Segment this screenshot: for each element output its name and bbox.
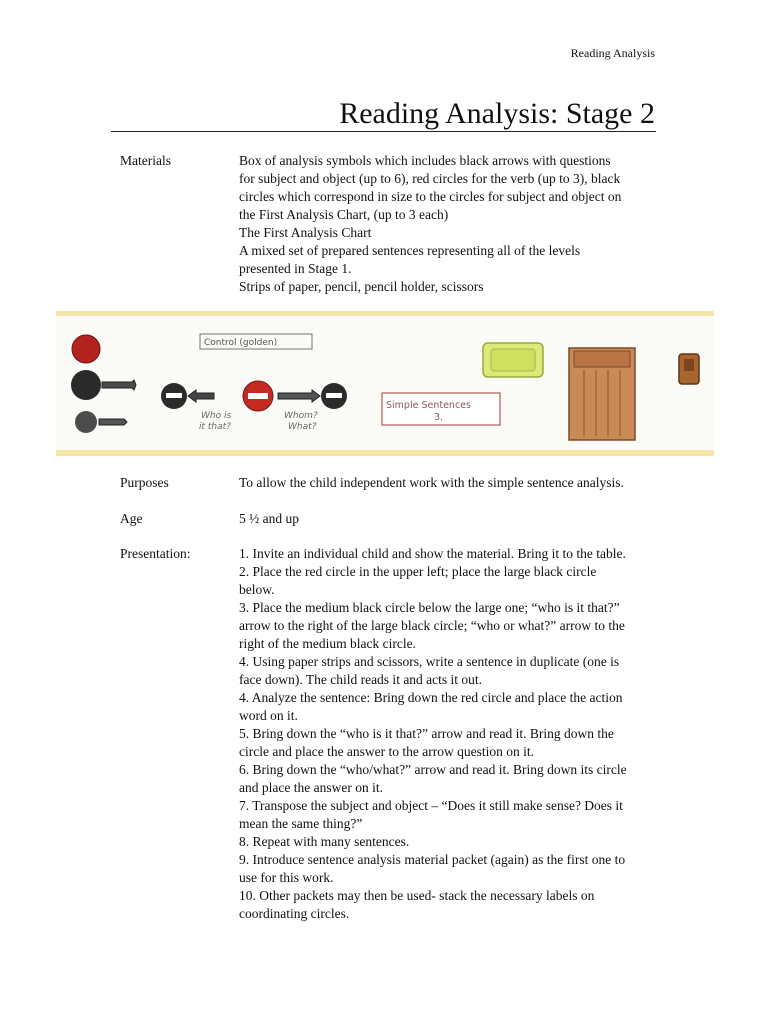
large-black-circle — [71, 370, 101, 400]
presentation-line: 3. Place the medium black circle below the large one; “who is it that?” — [239, 600, 620, 615]
presentation-line: and place the answer on it. — [239, 780, 383, 795]
medium-black-circle — [75, 411, 97, 433]
control-label: Control (golden) — [204, 338, 278, 348]
card-line2: 3. — [434, 412, 444, 423]
presentation-line: right of the medium black circle. — [239, 636, 416, 651]
black-arrow-icon — [99, 419, 127, 425]
presentation-label: Presentation: — [120, 546, 191, 561]
right-arrow-icon — [278, 390, 320, 402]
black-arrow-icon — [102, 380, 136, 390]
wooden-box-top — [574, 351, 630, 367]
presentation-line: 10. Other packets may then be used- stack the necessary labels on — [239, 888, 595, 903]
who-label-line1: Who is — [201, 411, 232, 421]
who-label-line2: it that? — [199, 422, 231, 432]
presentation-line: 6. Bring down the “who/what?” arrow and read it. Bring down its circle — [239, 762, 627, 777]
title-divider — [111, 131, 656, 132]
white-slot — [248, 393, 268, 399]
materials-line: The First Analysis Chart — [239, 225, 372, 240]
presentation-steps — [239, 545, 679, 923]
materials-line: the First Analysis Chart, (up to 3 each) — [239, 207, 449, 222]
white-slot — [166, 393, 182, 398]
presentation-line: use for this work. — [239, 870, 334, 885]
presentation-line: arrow to the right of the large black circle; “who or what?” arrow to the — [239, 618, 625, 633]
whom-label-line1: Whom? — [284, 411, 318, 421]
age-text: 5 ½ and up — [239, 511, 299, 526]
materials-line: A mixed set of prepared sentences representing all of the levels — [239, 243, 581, 258]
white-slot — [326, 393, 342, 398]
materials-line: Strips of paper, pencil, pencil holder, scissors — [239, 279, 484, 294]
materials-text — [239, 152, 679, 296]
purposes-label: Purposes — [120, 475, 169, 490]
presentation-line: circle and place the answer to the arrow question on it. — [239, 744, 535, 759]
materials-label: Materials — [120, 153, 171, 168]
presentation-line: 5. Bring down the “who is it that?” arrow and read it. Bring down the — [239, 726, 614, 741]
materials-line: Box of analysis symbols which includes black arrows with questions — [239, 153, 611, 168]
presentation-line: 1. Invite an individual child and show the material. Bring it to the table. — [239, 546, 626, 561]
presentation-line: face down). The child reads it and acts it out. — [239, 672, 483, 687]
purposes-text: To allow the child independent work with the simple sentence analysis. — [239, 475, 624, 490]
presentation-line: coordinating circles. — [239, 906, 350, 921]
presentation-line: word on it. — [239, 708, 298, 723]
presentation-line: 4. Using paper strips and scissors, write a sentence in duplicate (one is — [239, 654, 620, 669]
age-label: Age — [120, 511, 143, 526]
red-verb-circle — [72, 335, 100, 363]
presentation-line: 8. Repeat with many sentences. — [239, 834, 410, 849]
materials-line: presented in Stage 1. — [239, 261, 352, 276]
whom-label-line2: What? — [288, 422, 317, 432]
green-box-inner — [491, 349, 535, 371]
materials-illustration — [56, 311, 714, 456]
presentation-line: mean the same thing?” — [239, 816, 363, 831]
materials-line: circles which correspond in size to the circles for subject and object on — [239, 189, 622, 204]
presentation-line: below. — [239, 582, 275, 597]
card-line1: Simple Sentences — [386, 400, 471, 411]
presentation-line: 4. Analyze the sentence: Bring down the red circle and place the action — [239, 690, 623, 705]
pencil-holder-inner — [684, 359, 694, 371]
presentation-line: 7. Transpose the subject and object – “Does it still make sense? Does it — [239, 798, 623, 813]
materials-line: for subject and object (up to 6), red circles for the verb (up to 3), black — [239, 171, 621, 186]
presentation-line: 2. Place the red circle in the upper left; place the large black circle — [239, 564, 597, 579]
presentation-line: 9. Introduce sentence analysis material packet (again) as the first one to — [239, 852, 626, 867]
left-arrow-icon — [188, 390, 214, 402]
page-title: Reading Analysis: Stage 2 — [339, 97, 655, 130]
running-header: Reading Analysis — [570, 46, 655, 60]
